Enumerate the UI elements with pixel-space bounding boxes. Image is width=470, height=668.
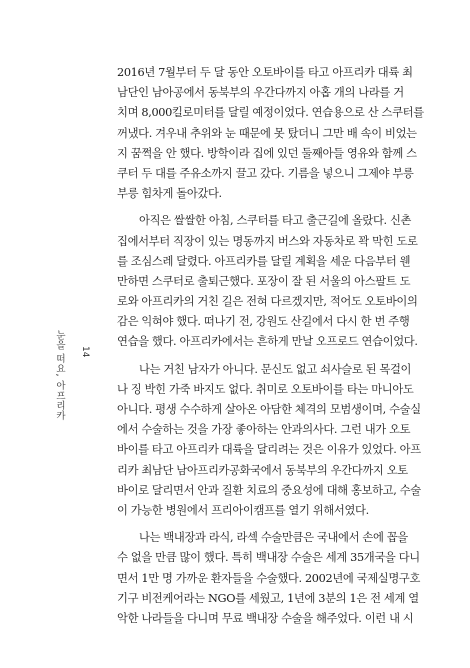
text-line: 감은 익혀야 했다. 떠나기 전, 강원도 산길에서 다시 한 번 주행 — [117, 315, 410, 329]
running-head: 눈을 떠요, 아프리카 — [54, 330, 65, 421]
text-line: 로와 아프리카의 거친 길은 전혀 다르겠지만, 적어도 오토바이의 — [117, 295, 418, 309]
body-text — [117, 63, 456, 629]
text-line: 남단인 남아공에서 동북부의 우간다까지 아홉 개의 나라를 거 — [117, 86, 404, 100]
paragraph — [117, 360, 456, 522]
text-line: 치며 8,000킬로미터를 달릴 예정이었다. 연습용으로 산 스쿠터를 — [117, 106, 424, 120]
text-line: 를 조심스레 달렸다. 아프리카를 달릴 계획을 세운 다음부터 웬 — [117, 254, 411, 268]
text-line: 악한 나라들을 다니며 무료 백내장 수술을 해주었다. 이런 내 시 — [117, 611, 414, 625]
text-line: 나 징 박힌 가죽 바지도 없다. 취미로 오토바이를 타는 마니아도 — [117, 382, 414, 396]
text-line: 에서 수술하는 것을 가장 좋아하는 안과의사다. 그런 내가 오토 — [117, 423, 411, 437]
text-line: 집에서부터 직장이 있는 명동까지 버스와 자동차로 꽉 막힌 도로 — [117, 234, 418, 248]
text-line: 2016년 7월부터 두 달 동안 오토바이를 타고 아프리카 대륙 최 — [117, 66, 413, 79]
text-line: 부릉 힘차게 돌아갔다. — [117, 187, 222, 201]
text-line: 이 가능한 병원에서 프리아이캠프를 열기 위해서였다. — [117, 503, 369, 517]
text-line: 아니다. 평생 수수하게 살아온 아담한 체격의 모범생이며, 수술실 — [117, 403, 421, 416]
text-line: 연습을 했다. 아프리카에서는 흔하게 만날 오프로드 연습이었다. — [117, 335, 418, 349]
page-number: 14 — [80, 346, 90, 358]
paragraph — [117, 528, 456, 629]
text-line: 만하면 스쿠터로 출퇴근했다. 포장이 잘 된 서울의 아스팔트 도 — [117, 274, 411, 288]
text-line: 지 꿈쩍을 안 했다. 방학이라 집에 있던 둘째아들 영유와 함께 스 — [117, 146, 417, 160]
text-line: 기구 비전케어라는 NGO를 세웠고, 1년에 3분의 1은 전 세계 열 — [117, 591, 419, 605]
text-line: 아직은 쌀쌀한 아침, 스쿠터를 타고 출근길에 올랐다. 신촌 — [139, 214, 412, 228]
text-line: 나는 백내장과 라식, 라섹 수술만큼은 국내에서 손에 꼽을 — [139, 531, 408, 545]
text-line: 나는 거친 남자가 아니다. 문신도 없고 쇠사슬로 된 목걸이 — [139, 362, 412, 376]
text-line: 면서 1만 명 가까운 환자들을 수술했다. 2002년에 국제실명구호 — [117, 571, 421, 585]
paragraph — [117, 63, 456, 204]
paragraph — [117, 211, 456, 352]
text-line: 수 없을 만큼 많이 했다. 특히 백내장 수술은 세계 35개국을 다니 — [117, 551, 420, 565]
text-line: 쿠터 두 대를 주유소까지 끌고 갔다. 기름을 넣으니 그제야 부릉 — [117, 166, 414, 180]
text-line: 바이를 타고 아프리카 대륙을 달리려는 것은 이유가 있었다. 아프 — [117, 443, 421, 457]
text-line: 리카 최남단 남아프리카공화국에서 동북부의 우간다까지 오토 — [117, 463, 408, 477]
text-line: 꺼냈다. 겨우내 추위와 눈 때문에 못 탔더니 그만 배 속이 비었는 — [117, 126, 417, 140]
text-line: 바이로 달리면서 안과 질환 치료의 중요성에 대해 홍보하고, 수술 — [117, 483, 421, 497]
